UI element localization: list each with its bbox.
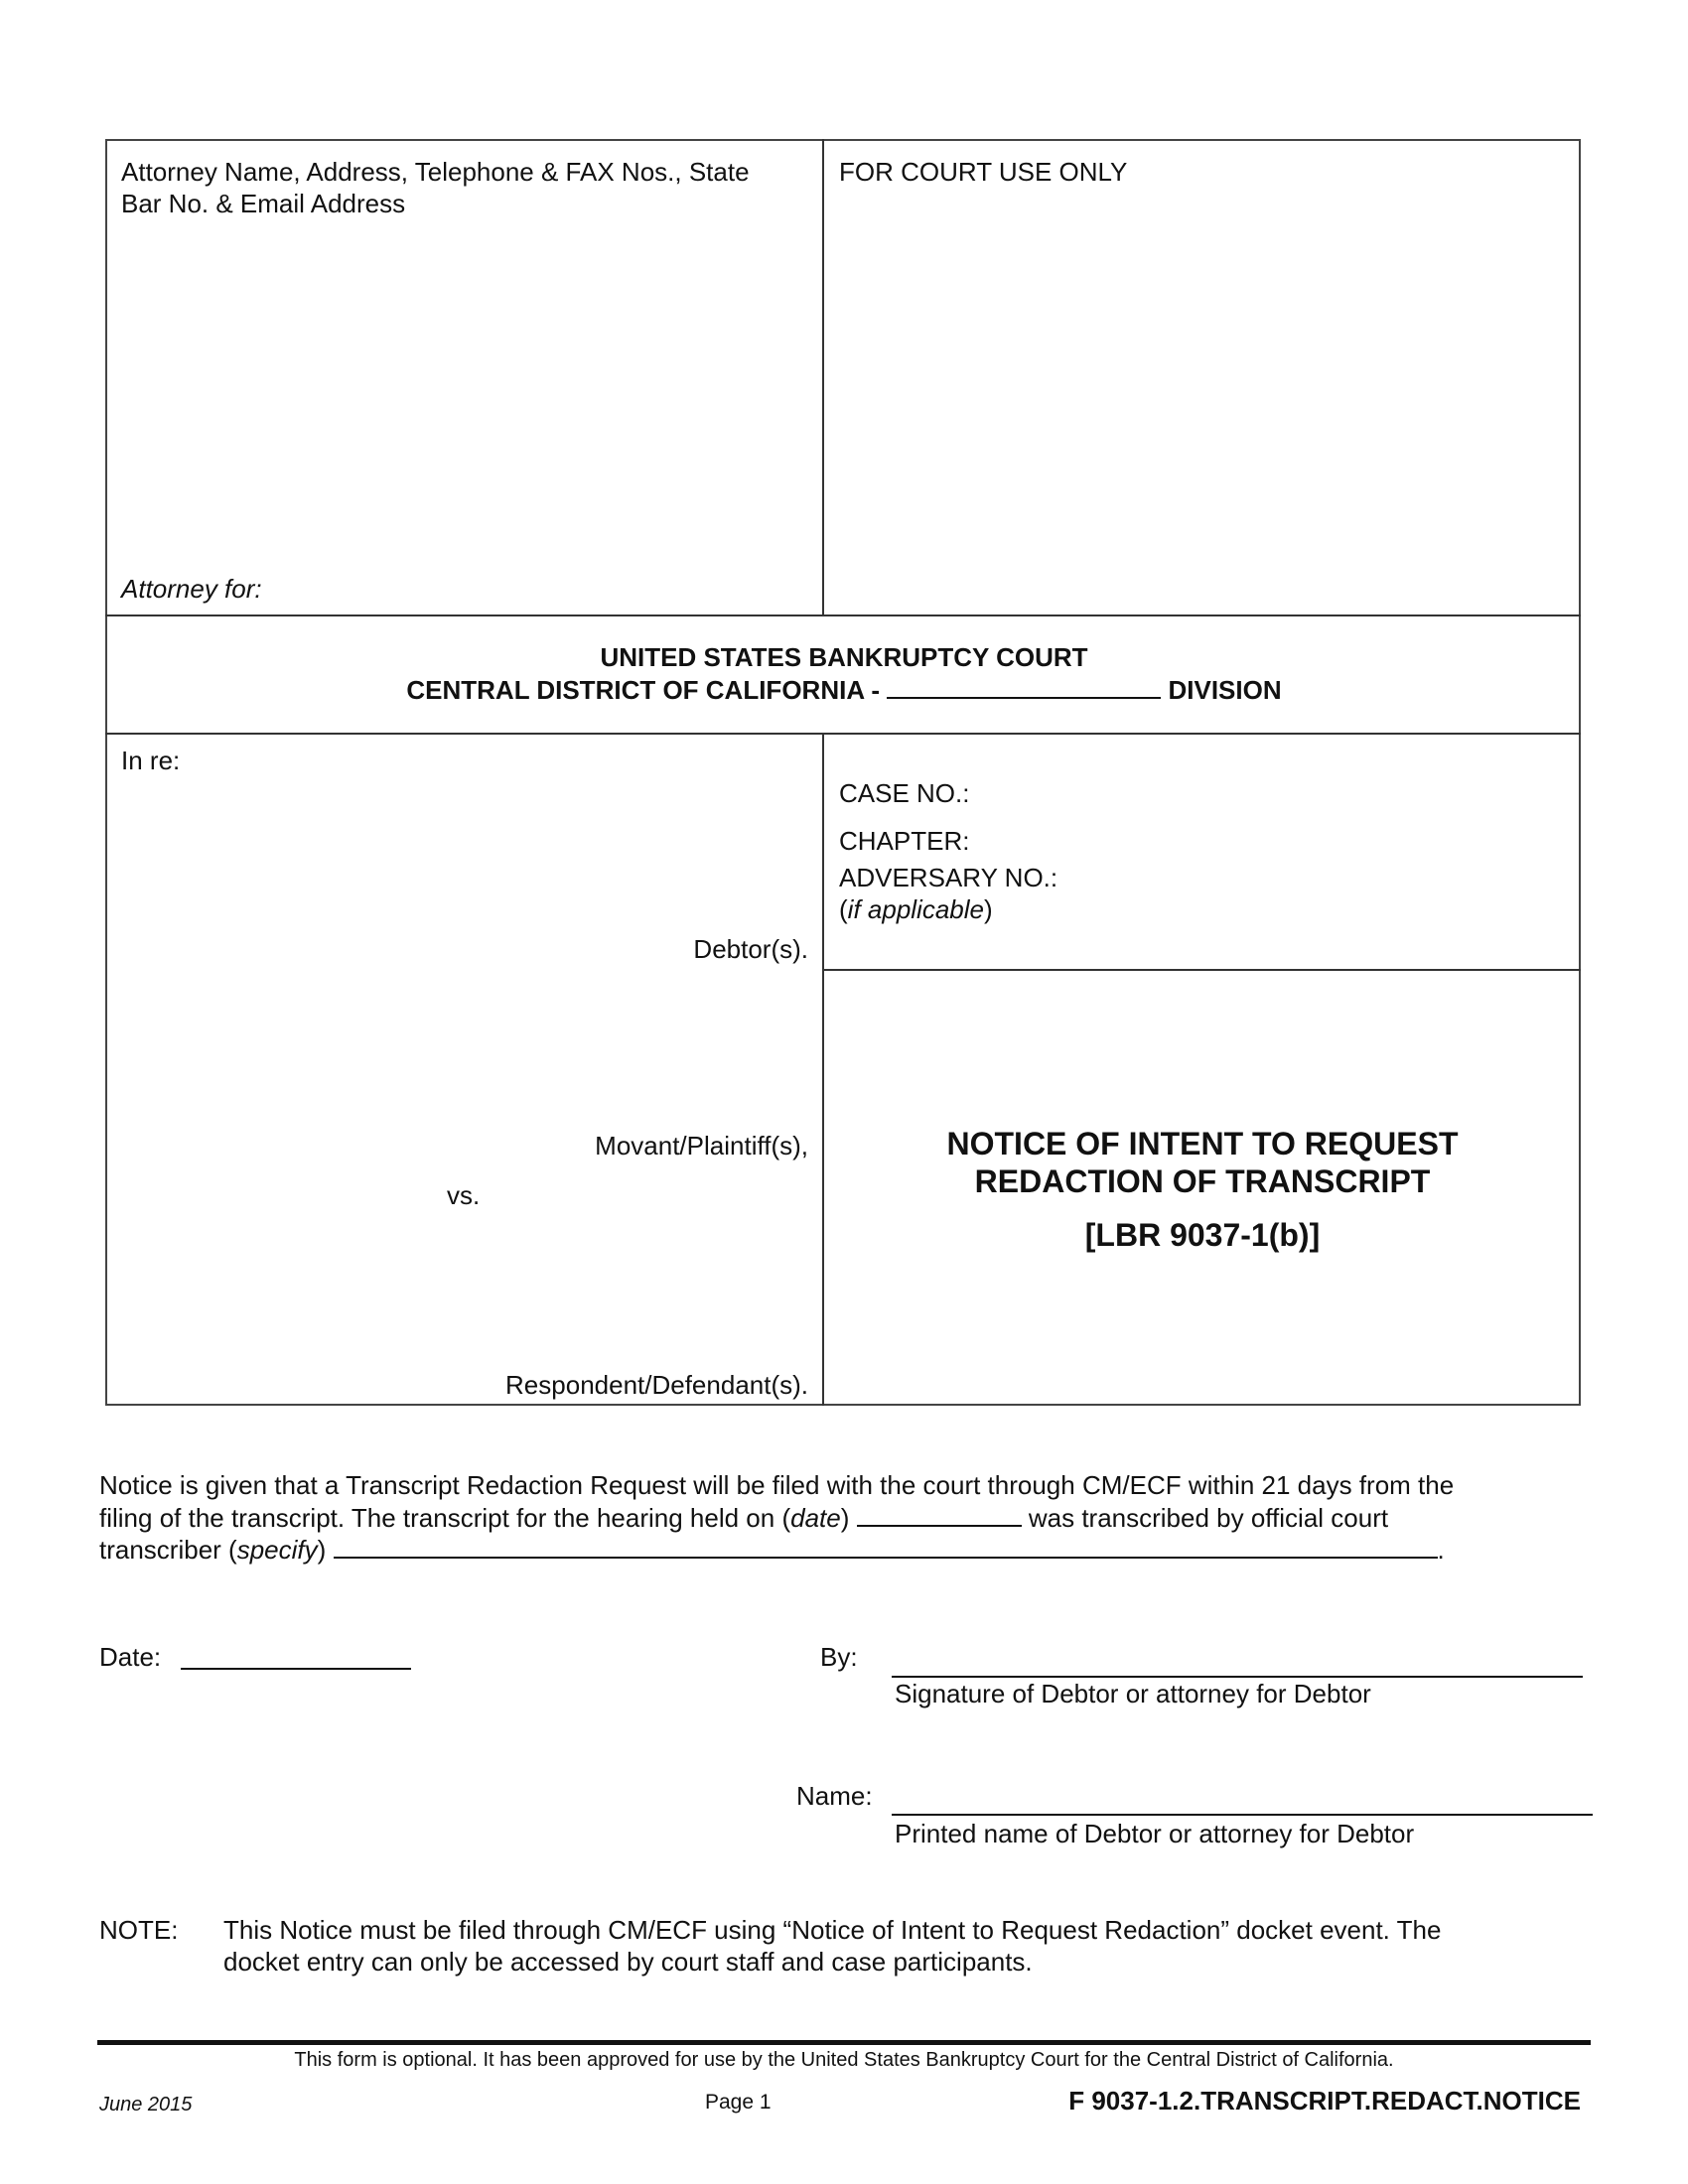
note-line1: This Notice must be filed through CM/ECF using “Notice of Intent to Request Redaction” docket event. The — [223, 1915, 1442, 1945]
name-label: Name: — [796, 1781, 873, 1811]
notice-line1: Notice is given that a Transcript Redaction Request will be filed with the court through CM/ECF within 21 days from the — [99, 1470, 1455, 1500]
divider-case-info — [822, 969, 1581, 971]
case-no-label: CASE NO.: — [839, 778, 970, 808]
if-applicable-note: (if applicable) — [839, 894, 993, 924]
movant-label: Movant/Plaintiff(s), — [595, 1131, 808, 1160]
notice-line2: filing of the transcript. The transcript for the hearing held on (date) was transcribed by official court — [99, 1503, 1389, 1533]
rule-reference: [LBR 9037-1(b)] — [1084, 1217, 1321, 1253]
divider-court-top — [105, 614, 1581, 616]
printed-name-line[interactable] — [892, 1814, 1593, 1816]
respondent-label: Respondent/Defendant(s). — [505, 1370, 808, 1400]
district-prefix: CENTRAL DISTRICT OF CALIFORNIA - — [406, 675, 881, 705]
district-line — [0, 673, 1688, 706]
footer-page-number: Page 1 — [705, 2091, 772, 2114]
note-label: NOTE: — [99, 1915, 179, 1945]
hearing-date-blank[interactable] — [857, 1501, 1022, 1527]
chapter-label: CHAPTER: — [839, 826, 970, 856]
notice-title-line1: NOTICE OF INTENT TO REQUEST — [946, 1126, 1459, 1161]
footer-optional-statement: This form is optional. It has been approved for use by the United States Bankruptcy Court for the Central District of California. — [294, 2049, 1394, 2071]
printed-name-caption: Printed name of Debtor or attorney for Debtor — [895, 1819, 1415, 1848]
divider-upper-vertical — [822, 139, 824, 616]
date-label: Date: — [99, 1642, 162, 1672]
division-blank[interactable] — [887, 673, 1161, 699]
court-name: UNITED STATES BANKRUPTCY COURT — [600, 642, 1088, 672]
debtors-label: Debtor(s). — [693, 934, 808, 964]
signature-caption: Signature of Debtor or attorney for Debtor — [895, 1679, 1371, 1708]
division-suffix: DIVISION — [1168, 675, 1282, 705]
footer-rule — [97, 2040, 1591, 2045]
attorney-label-line1: Attorney Name, Address, Telephone & FAX Nos., State — [121, 157, 750, 187]
in-re-label: In re: — [121, 746, 181, 775]
footer-form-id: F 9037-1.2.TRANSCRIPT.REDACT.NOTICE — [1068, 2086, 1581, 2116]
court-use-only-label: FOR COURT USE ONLY — [839, 157, 1128, 187]
divider-lower-vertical — [822, 733, 824, 1406]
divider-court-bottom — [105, 733, 1581, 735]
transcriber-blank[interactable] — [334, 1533, 1438, 1559]
note-line2: docket entry can only be accessed by court staff and case participants. — [223, 1947, 1033, 1977]
notice-title-line2: REDACTION OF TRANSCRIPT — [974, 1163, 1431, 1199]
vs-label: vs. — [447, 1180, 481, 1210]
footer-date: June 2015 — [99, 2094, 193, 2116]
attorney-label-line2: Bar No. & Email Address — [121, 189, 406, 218]
by-label: By: — [820, 1642, 858, 1672]
date-blank[interactable] — [181, 1668, 411, 1670]
notice-line3: transcriber (specify) . — [99, 1535, 1445, 1565]
attorney-for-label: Attorney for: — [121, 574, 262, 604]
adversary-no-label: ADVERSARY NO.: — [839, 863, 1058, 892]
